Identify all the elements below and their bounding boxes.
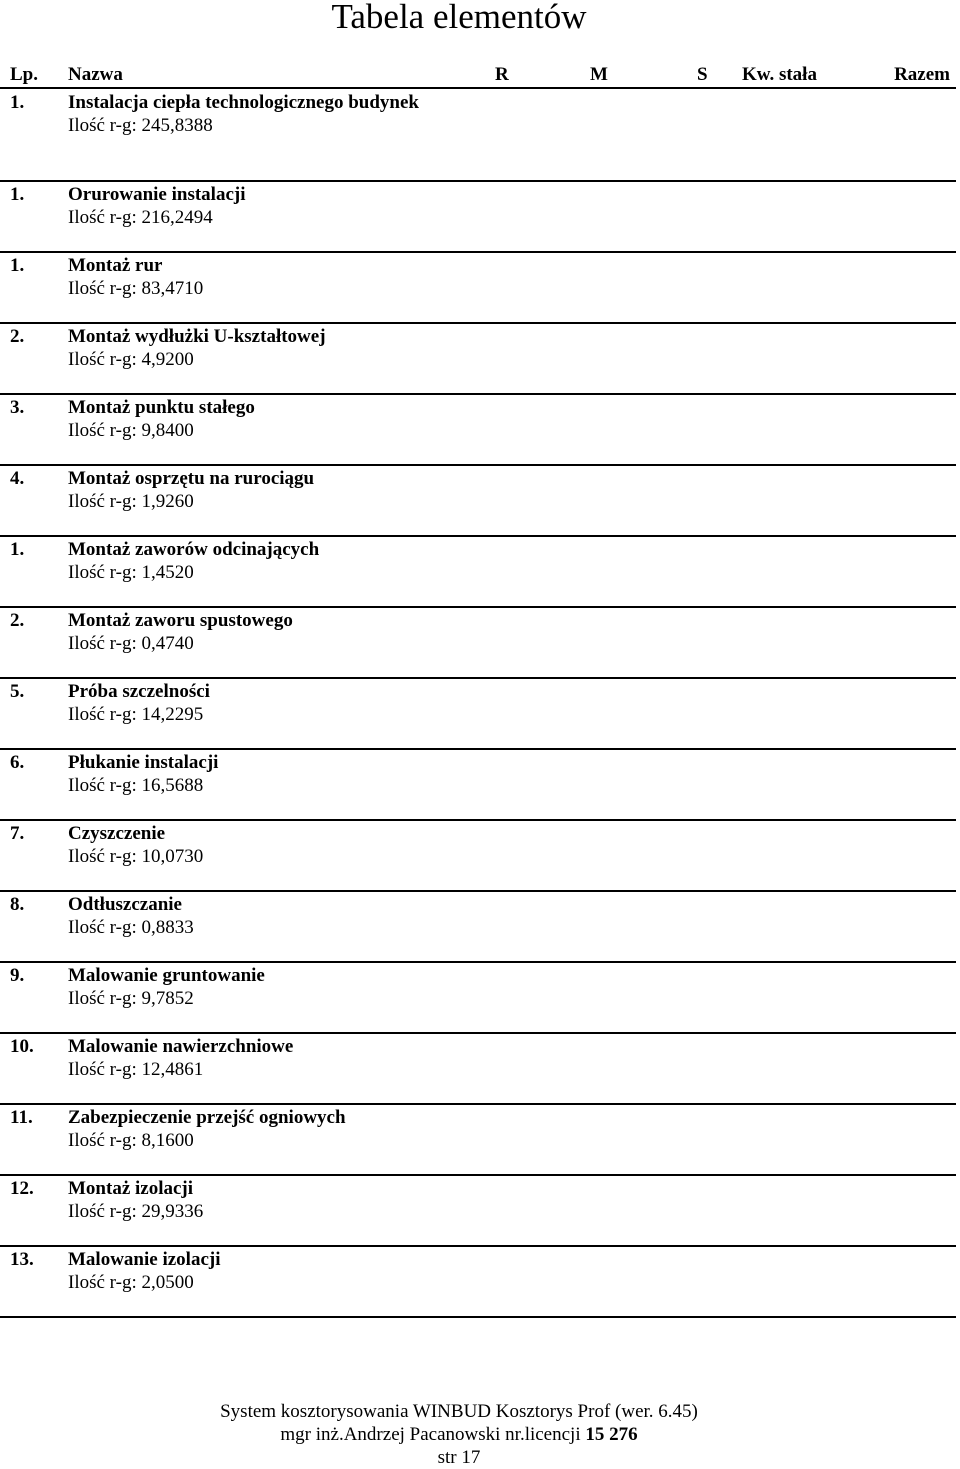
row-qty: Ilość r-g: 9,8400 <box>68 420 194 441</box>
row-qty: Ilość r-g: 12,4861 <box>68 1059 204 1080</box>
row-name: Montaż zaworów odcinających <box>68 539 320 560</box>
row-lp: 1. <box>10 184 25 205</box>
row-lp: 10. <box>10 1036 34 1057</box>
row-qty: Ilość r-g: 10,0730 <box>68 846 204 867</box>
row-qty: Ilość r-g: 14,2295 <box>68 704 204 725</box>
table-row <box>0 821 956 892</box>
row-name: Czyszczenie <box>68 823 166 844</box>
row-name: Malowanie nawierzchniowe <box>68 1036 294 1057</box>
row-qty: Ilość r-g: 29,9336 <box>68 1201 204 1222</box>
row-qty: Ilość r-g: 4,9200 <box>68 349 194 370</box>
row-qty: Ilość r-g: 83,4710 <box>68 278 204 299</box>
header-s: S <box>697 64 708 85</box>
header-name: Nazwa <box>68 64 123 85</box>
table-row <box>0 537 956 608</box>
table-row <box>0 324 956 395</box>
header-m: M <box>590 64 608 85</box>
table-row <box>0 1247 956 1318</box>
row-qty: Ilość r-g: 16,5688 <box>68 775 204 796</box>
row-lp: 2. <box>10 326 25 347</box>
row-lp: 8. <box>10 894 25 915</box>
row-name: Płukanie instalacji <box>68 752 219 773</box>
row-name: Instalacja ciepła technologicznego budynek <box>68 92 419 113</box>
row-name: Montaż rur <box>68 255 163 276</box>
table-row <box>0 1176 956 1247</box>
row-qty: Ilość r-g: 9,7852 <box>68 988 194 1009</box>
table-row <box>0 679 956 750</box>
row-lp: 1. <box>10 255 25 276</box>
table-row <box>0 182 956 253</box>
table-row <box>0 1034 956 1105</box>
row-name: Montaż punktu stałego <box>68 397 255 418</box>
footer-license <box>0 1423 918 1446</box>
table-row <box>0 608 956 679</box>
row-lp: 12. <box>10 1178 34 1199</box>
footer-license-text: mgr inż.Andrzej Pacanowski nr.licencji <box>280 1424 581 1445</box>
page-title: Tabela elementów <box>331 0 587 36</box>
row-name: Orurowanie instalacji <box>68 184 246 205</box>
element-table <box>0 90 956 1318</box>
header-kw: Kw. stała <box>742 64 817 85</box>
row-name: Montaż wydłużki U-kształtowej <box>68 326 326 347</box>
table-row <box>0 750 956 821</box>
row-name: Montaż izolacji <box>68 1178 194 1199</box>
row-qty: Ilość r-g: 0,8833 <box>68 917 194 938</box>
table-header <box>0 63 956 89</box>
row-lp: 6. <box>10 752 25 773</box>
table-row <box>0 253 956 324</box>
row-lp: 13. <box>10 1249 34 1270</box>
row-name: Odtłuszczanie <box>68 894 182 915</box>
row-lp: 4. <box>10 468 25 489</box>
row-name: Montaż zaworu spustowego <box>68 610 293 631</box>
row-qty: Ilość r-g: 2,0500 <box>68 1272 194 1293</box>
row-qty: Ilość r-g: 216,2494 <box>68 207 213 228</box>
row-qty: Ilość r-g: 0,4740 <box>68 633 194 654</box>
header-razem: Razem <box>894 64 950 85</box>
row-qty: Ilość r-g: 8,1600 <box>68 1130 194 1151</box>
footer-software: System kosztorysowania WINBUD Kosztorys Prof (wer. 6.45) <box>220 1401 698 1422</box>
page-number: str 17 <box>437 1447 481 1468</box>
table-row <box>0 1105 956 1176</box>
row-lp: 11. <box>10 1107 33 1128</box>
row-lp: 5. <box>10 681 25 702</box>
row-lp: 1. <box>10 92 25 113</box>
row-qty: Ilość r-g: 1,9260 <box>68 491 194 512</box>
row-qty: Ilość r-g: 245,8388 <box>68 115 213 136</box>
table-row <box>0 466 956 537</box>
row-lp: 2. <box>10 610 25 631</box>
row-name: Zabezpieczenie przejść ogniowych <box>68 1107 346 1128</box>
table-row <box>0 963 956 1034</box>
row-lp: 9. <box>10 965 25 986</box>
header-r: R <box>495 64 509 85</box>
row-name: Próba szczelności <box>68 681 210 702</box>
row-lp: 1. <box>10 539 25 560</box>
table-row <box>0 892 956 963</box>
row-qty: Ilość r-g: 1,4520 <box>68 562 194 583</box>
row-name: Montaż osprzętu na rurociągu <box>68 468 315 489</box>
row-lp: 7. <box>10 823 25 844</box>
row-name: Malowanie izolacji <box>68 1249 221 1270</box>
row-lp: 3. <box>10 397 25 418</box>
footer-license-number: 15 276 <box>585 1424 638 1445</box>
header-lp: Lp. <box>10 64 38 85</box>
row-name: Malowanie gruntowanie <box>68 965 265 986</box>
page-footer <box>0 1400 918 1469</box>
table-row <box>0 395 956 466</box>
table-row <box>0 90 956 182</box>
